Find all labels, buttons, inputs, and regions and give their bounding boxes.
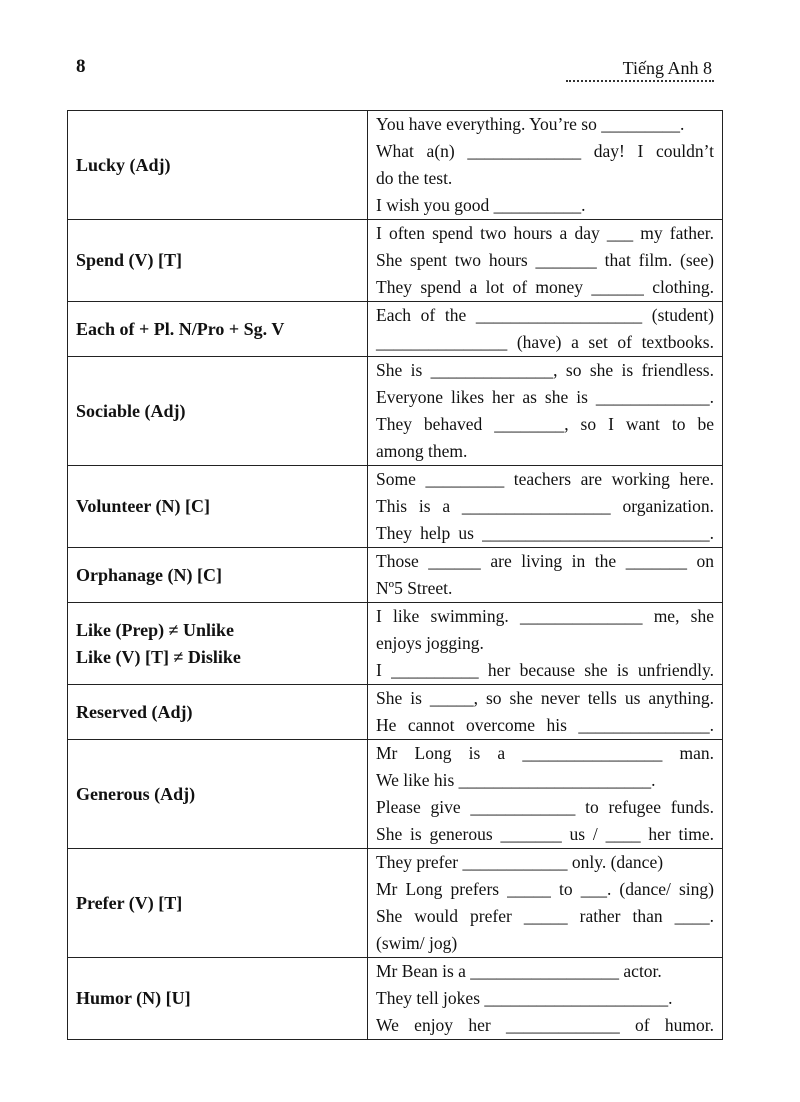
example-sentence-line: Some _________ teachers are working here. <box>376 469 714 489</box>
vocabulary-term: Lucky (Adj) <box>76 154 171 175</box>
table-row <box>68 220 723 302</box>
table-row <box>68 849 723 958</box>
example-sentence-line: You have everything. You’re so _________. <box>376 114 685 134</box>
example-sentence-line: Nº5 Street. <box>376 578 453 598</box>
vocabulary-term: Sociable (Adj) <box>76 400 186 421</box>
table-row <box>68 302 723 357</box>
vocabulary-term: Each of + Pl. N/Pro + Sg. V <box>76 318 285 339</box>
example-sentence-line: Those ______ are living in the _______ on <box>376 551 714 571</box>
example-sentence-line: They prefer ____________ only. (dance) <box>376 852 664 872</box>
vocabulary-term: Prefer (V) [T] <box>76 892 183 913</box>
example-sentence-line: She is ______________, so she is friendless. <box>376 360 714 380</box>
example-sentence-line: Each of the ___________________ (student) <box>376 305 714 325</box>
vocabulary-term: Humor (N) [U] <box>76 988 191 1008</box>
vocabulary-table <box>67 110 723 1040</box>
example-sentence-line: (swim/ jog) <box>376 933 458 953</box>
table-row <box>68 357 723 466</box>
vocabulary-term-cell <box>68 220 368 302</box>
example-sentences-cell <box>368 111 723 220</box>
vocabulary-term: Volunteer (N) [C] <box>76 496 210 516</box>
example-sentence-line: I wish you good __________. <box>376 195 586 215</box>
vocabulary-term: Generous (Adj) <box>76 783 196 804</box>
table-row <box>68 548 723 603</box>
table-row <box>68 111 723 220</box>
example-sentence-line: enjoys jogging. <box>376 633 484 653</box>
example-sentences-cell <box>368 548 723 603</box>
example-sentence-line: They tell jokes _____________________. <box>376 988 673 1008</box>
example-sentence-line: They behaved ________, so I want to be <box>376 414 714 434</box>
table-row <box>68 685 723 740</box>
example-sentence-line: I like swimming. ______________ me, she <box>376 606 714 626</box>
example-sentence-line: Please give ____________ to refugee funds. <box>376 797 714 817</box>
vocabulary-term: Orphanage (N) [C] <box>76 564 222 585</box>
vocabulary-term-cell <box>68 302 368 357</box>
example-sentence-line: Everyone likes her as she is _____________. <box>376 387 714 407</box>
header-dotted-rule <box>566 80 714 82</box>
example-sentence-line: among them. <box>376 441 468 461</box>
example-sentence-line: She is generous _______ us / ____ her time. <box>376 824 714 844</box>
example-sentence-line: She is _____, so she never tells us anything. <box>376 688 714 708</box>
example-sentence-line: We like his ______________________. <box>376 770 656 790</box>
vocabulary-term-cell <box>68 849 368 958</box>
example-sentence-line: He cannot overcome his _______________. <box>376 715 714 735</box>
vocabulary-term-cell <box>68 111 368 220</box>
vocabulary-term-cell <box>68 740 368 849</box>
example-sentences-cell <box>368 466 723 548</box>
example-sentences-cell <box>368 302 723 357</box>
vocabulary-term: Like (V) [T] ≠ Dislike <box>76 646 241 667</box>
table-row <box>68 958 723 1040</box>
example-sentence-line: Mr Long prefers _____ to ___. (dance/ sing) <box>376 879 714 899</box>
book-title: Tiếng Anh 8 <box>622 58 712 78</box>
example-sentence-line: She would prefer _____ rather than ____. <box>376 906 714 926</box>
example-sentence-line: She spent two hours _______ that film. (see) <box>376 250 714 270</box>
example-sentence-line: They spend a lot of money ______ clothing. <box>376 277 714 297</box>
vocabulary-term: Like (Prep) ≠ Unlike <box>76 619 235 640</box>
vocabulary-table-body <box>68 111 723 1040</box>
vocabulary-term: Reserved (Adj) <box>76 701 193 722</box>
vocabulary-term-cell <box>68 958 368 1040</box>
table-row <box>68 466 723 548</box>
vocabulary-term-cell <box>68 466 368 548</box>
example-sentence-line: I often spend two hours a day ___ my father. <box>376 223 714 243</box>
example-sentences-cell <box>368 220 723 302</box>
example-sentence-line: They help us __________________________. <box>376 523 714 543</box>
example-sentence-line: _______________ (have) a set of textbooks. <box>376 332 714 352</box>
example-sentence-line: I __________ her because she is unfriendly. <box>376 660 714 680</box>
example-sentences-cell <box>368 357 723 466</box>
example-sentences-cell <box>368 740 723 849</box>
vocabulary-term-cell <box>68 603 368 685</box>
page-number: 8 <box>76 56 86 77</box>
table-row <box>68 740 723 849</box>
example-sentences-cell <box>368 958 723 1040</box>
example-sentence-line: Mr Bean is a _________________ actor. <box>376 961 662 981</box>
example-sentence-line: do the test. <box>376 168 453 188</box>
example-sentence-line: We enjoy her _____________ of humor. <box>376 1015 714 1035</box>
example-sentence-line: Mr Long is a ________________ man. <box>376 743 714 763</box>
vocabulary-term-cell <box>68 357 368 466</box>
example-sentence-line: What a(n) _____________ day! I couldn’t <box>376 141 714 161</box>
vocabulary-term: Spend (V) [T] <box>76 250 183 270</box>
example-sentences-cell <box>368 685 723 740</box>
vocabulary-term-cell <box>68 548 368 603</box>
example-sentences-cell <box>368 603 723 685</box>
example-sentences-cell <box>368 849 723 958</box>
table-row <box>68 603 723 685</box>
vocabulary-term-cell <box>68 685 368 740</box>
example-sentence-line: This is a _________________ organization. <box>376 496 714 516</box>
